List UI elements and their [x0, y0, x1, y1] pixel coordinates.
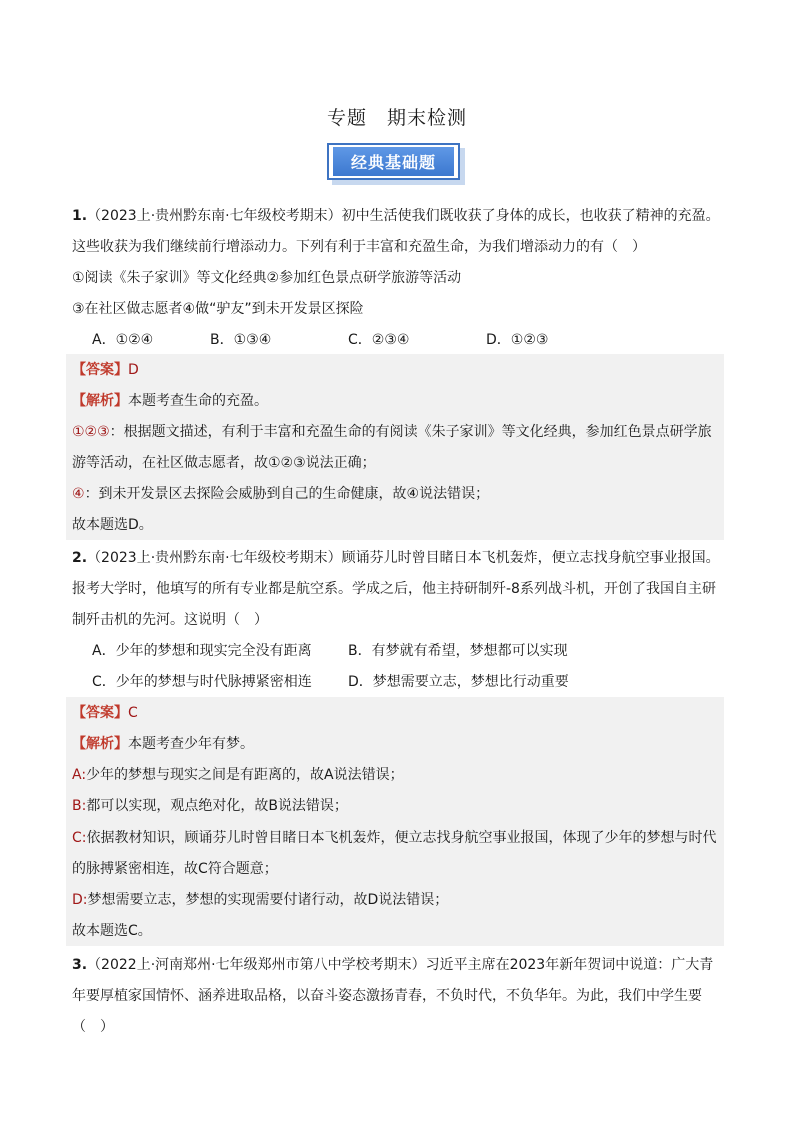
- question-number: 2.: [72, 550, 88, 566]
- banner-label: 经典基础题: [333, 147, 454, 176]
- explanation-text: ：根据题文描述，有利于丰富和充盈生命的有阅读《朱子家训》等文化经典，参加红色景点研学旅游等活动，在社区做志愿者，故①②③说法正确；: [72, 424, 712, 471]
- answer-label: 【答案】: [72, 705, 128, 721]
- conclusion-line: 故本题选D。: [72, 517, 153, 533]
- question-number: 3.: [72, 957, 88, 973]
- explanation-text: 梦想需要立志，梦想的实现需要付诸行动，故D说法错误；: [87, 892, 449, 908]
- question-text: （2023上·贵州黔东南·七年级校考期末）顾诵芬儿时曾目睹日本飞机轰炸，便立志找身航空事业报国。报考大学时，他填写的所有专业都是航空系。学成之后，他主持研制歼-8系列战斗机，开创了我国自主研制歼击机的先河。这说明（ ）: [72, 550, 720, 628]
- option-c: C．②③④: [348, 332, 410, 348]
- question-2-stem: [72, 543, 722, 636]
- analysis-line: [72, 386, 722, 417]
- conclusion-line: 故本题选C。: [72, 923, 152, 939]
- analysis-text: 本题考查少年有梦。: [128, 736, 254, 752]
- explanation-key: D:: [72, 892, 88, 908]
- page-title: 专题 期末检测: [326, 107, 467, 129]
- analysis-line: [72, 729, 722, 760]
- question-number: 1.: [72, 208, 88, 224]
- question-3-stem: [72, 950, 722, 1043]
- explanation-key: A:: [72, 767, 87, 783]
- answer-value: C: [128, 705, 138, 721]
- option-d: D．①②③: [486, 332, 549, 348]
- explanation-key: B:: [72, 798, 87, 814]
- explanation-line: [72, 791, 722, 822]
- explanation-line: [72, 885, 722, 916]
- explanation-line: [72, 823, 722, 885]
- answer-label: 【答案】: [72, 362, 128, 378]
- explanation-text: ：到未开发景区去探险会威胁到自己的生命健康，故④说法错误；: [84, 486, 490, 502]
- explanation-key: ④: [72, 486, 85, 502]
- answer-line: [72, 355, 722, 386]
- answer-line: [72, 698, 722, 729]
- analysis-text: 本题考查生命的充盈。: [128, 393, 268, 409]
- explanation-text: 少年的梦想与现实之间是有距离的，故A说法错误；: [86, 767, 404, 783]
- question-1-items-line1: ①阅读《朱子家训》等文化经典②参加红色景点研学旅游等活动: [72, 270, 462, 286]
- analysis-label: 【解析】: [72, 393, 128, 409]
- option-b: B．①③④: [210, 332, 272, 348]
- answer-value: D: [128, 362, 139, 378]
- explanation-text: 依据教材知识，顾诵芬儿时曾目睹日本飞机轰炸，便立志找身航空事业报国，体现了少年的梦想与时代的脉搏紧密相连，故C符合题意；: [72, 830, 717, 877]
- question-text: （2022上·河南郑州·七年级郑州市第八中学校考期末）习近平主席在2023年新年贺词中说道：广大青年要厚植家国情怀、涵养进取品格，以奋斗姿态激扬青春，不负时代，不负华年。为此，我们中学生要（ ）: [72, 957, 714, 1035]
- option-a: A．少年的梦想和现实完全没有距离: [92, 643, 312, 659]
- section-banner: [327, 143, 469, 189]
- option-a: A．①②④: [92, 332, 154, 348]
- question-1-items-line2: ③在社区做志愿者④做“驴友”到未开发景区探险: [72, 301, 364, 317]
- explanation-key: ①②③: [72, 424, 110, 440]
- analysis-label: 【解析】: [72, 736, 128, 752]
- question-1-stem: [72, 201, 722, 263]
- option-c: C．少年的梦想与时代脉搏紧密相连: [92, 674, 312, 690]
- option-b: B．有梦就有希望，梦想都可以实现: [348, 643, 568, 659]
- explanation-line: [72, 417, 722, 479]
- question-text: （2023上·贵州黔东南·七年级校考期末）初中生活使我们既收获了身体的成长，也收获了精神的充盈。这些收获为我们继续前行增添动力。下列有利于丰富和充盈生命，为我们增添动力的有（ ）: [72, 208, 720, 255]
- option-d: D．梦想需要立志，梦想比行动重要: [348, 674, 569, 690]
- explanation-line: [72, 479, 722, 510]
- explanation-line: [72, 760, 722, 791]
- explanation-key: C:: [72, 830, 87, 846]
- explanation-text: 都可以实现，观点绝对化，故B说法错误；: [86, 798, 348, 814]
